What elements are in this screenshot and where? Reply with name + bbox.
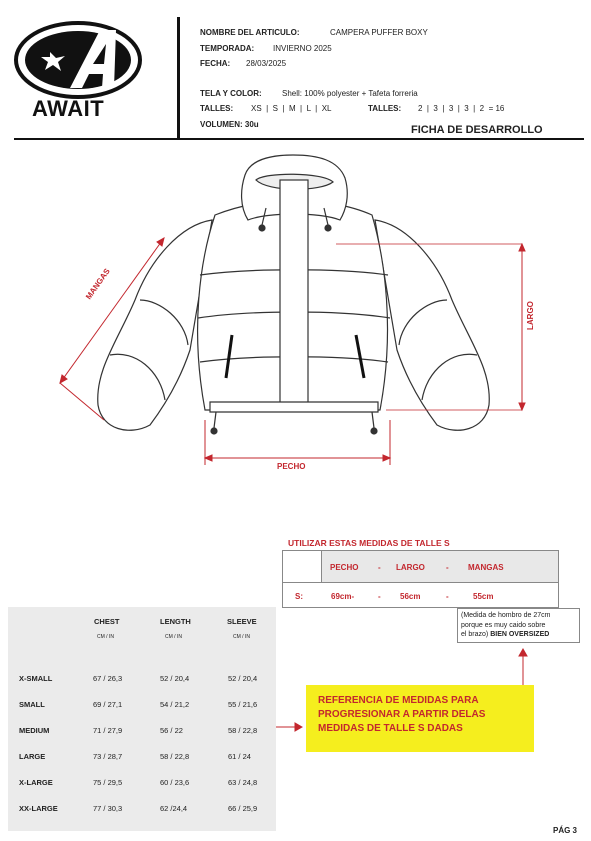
note-line-3-text: el brazo): [461, 631, 489, 638]
sleeve-cell: 63 / 24,8: [228, 778, 258, 787]
mangas-label: MANGAS: [84, 266, 112, 302]
size-cell: X-LARGE: [19, 778, 53, 787]
col-header-length: LENGTH: [160, 617, 191, 626]
article-value: CAMPERA PUFFER BOXY: [330, 28, 428, 37]
s-val-pecho: 69cm-: [331, 592, 355, 601]
s-head-pecho: PECHO: [330, 563, 359, 572]
table-row: [8, 804, 276, 818]
chest-cell: 73 / 28,7: [93, 752, 123, 761]
length-cell: 58 / 22,8: [160, 752, 190, 761]
season-value: INVIERNO 2025: [273, 44, 332, 53]
callout-line-3: MEDIDAS DE TALLE S DADAS: [318, 723, 463, 734]
pecho-label: PECHO: [277, 462, 306, 471]
oversized-note: [457, 608, 580, 643]
callout-line-2: PROGRESIONAR A PARTIR DELAS: [318, 709, 486, 720]
fabric-label: TELA Y COLOR:: [200, 89, 262, 98]
col-unit-chest: CM / IN: [97, 634, 114, 640]
sleeve-cell: 55 / 21,6: [228, 700, 258, 709]
note-line-3: [461, 630, 576, 640]
size-cell: X-SMALL: [19, 674, 53, 683]
sleeve-cell: 58 / 22,8: [228, 726, 258, 735]
season-label: TEMPORADA:: [200, 44, 255, 53]
chest-cell: 75 / 29,5: [93, 778, 123, 787]
size-cell: MEDIUM: [19, 726, 50, 735]
size-cell: LARGE: [19, 752, 46, 761]
sleeve-cell: 52 / 20,4: [228, 674, 258, 683]
largo-label: LARGO: [526, 301, 535, 330]
size-cell: SMALL: [19, 700, 45, 709]
s-val-mangas: 55cm: [473, 592, 494, 601]
chest-cell: 71 / 27,9: [93, 726, 123, 735]
s-head-sep2: -: [446, 563, 449, 572]
article-label: NOMBRE DEL ARTICULO:: [200, 28, 300, 37]
note-bold: BIEN OVERSIZED: [490, 631, 550, 638]
s-head-largo: LARGO: [396, 563, 425, 572]
table-row: [8, 752, 276, 766]
length-cell: 62 /24,4: [160, 804, 188, 813]
s-val-sep2: -: [446, 592, 449, 601]
header-divider: [177, 17, 180, 138]
size-cell: XX-LARGE: [19, 804, 58, 813]
sheet-title: FICHA DE DESARROLLO: [411, 124, 543, 136]
jacket-sketch: [0, 145, 591, 490]
col-unit-length: CM / IN: [165, 634, 182, 640]
chest-cell: 77 / 30,3: [93, 804, 123, 813]
length-cell: 54 / 21,2: [160, 700, 190, 709]
date-value: 28/03/2025: [246, 59, 287, 68]
callout-line-1: REFERENCIA DE MEDIDAS PARA: [318, 695, 479, 706]
callout-box: [306, 685, 534, 752]
s-row-label: S:: [295, 592, 303, 601]
brand-logo: [12, 16, 150, 126]
chest-cell: 67 / 26,3: [93, 674, 123, 683]
sleeve-cell: 66 / 25,9: [228, 804, 258, 813]
note-line-1: (Medida de hombro de 27cm: [461, 612, 551, 619]
page-number: PÁG 3: [553, 826, 578, 835]
brand-name: AWAIT: [32, 96, 105, 121]
date-label: FECHA:: [200, 59, 231, 68]
col-header-sleeve: SLEEVE: [227, 617, 257, 626]
s-val-largo: 56cm: [400, 592, 421, 601]
col-unit-sleeve: CM / IN: [233, 634, 250, 640]
s-head-mangas: MANGAS: [468, 563, 504, 572]
note-line-2: porque es muy caido sobre: [461, 621, 546, 629]
length-cell: 56 / 22: [160, 726, 183, 735]
s-measure-title: UTILIZAR ESTAS MEDIDAS DE TALLE S: [288, 538, 450, 548]
s-val-sep1: -: [378, 592, 381, 601]
s-measure-header-left-cell: [283, 551, 322, 582]
s-head-sep1: -: [378, 563, 381, 572]
fabric-value: Shell: 100% polyester + Tafeta forreria: [282, 89, 418, 98]
volume-label: VOLUMEN: 30u: [200, 120, 259, 129]
sizes-label: TALLES:: [200, 104, 234, 113]
col-header-chest: CHEST: [94, 617, 120, 626]
sizes2-label: TALLES:: [368, 104, 402, 113]
header-bottom-rule: [14, 138, 584, 140]
length-cell: 60 / 23,6: [160, 778, 190, 787]
table-row: [8, 778, 276, 792]
chest-cell: 69 / 27,1: [93, 700, 123, 709]
s-measure-table: [282, 550, 559, 608]
sizes-value: XS | S | M | L | XL: [251, 104, 332, 113]
sleeve-cell: 61 / 24: [228, 752, 251, 761]
sizes2-value: 2 | 3 | 3 | 3 | 2 = 16: [418, 104, 505, 113]
length-cell: 52 / 20,4: [160, 674, 190, 683]
